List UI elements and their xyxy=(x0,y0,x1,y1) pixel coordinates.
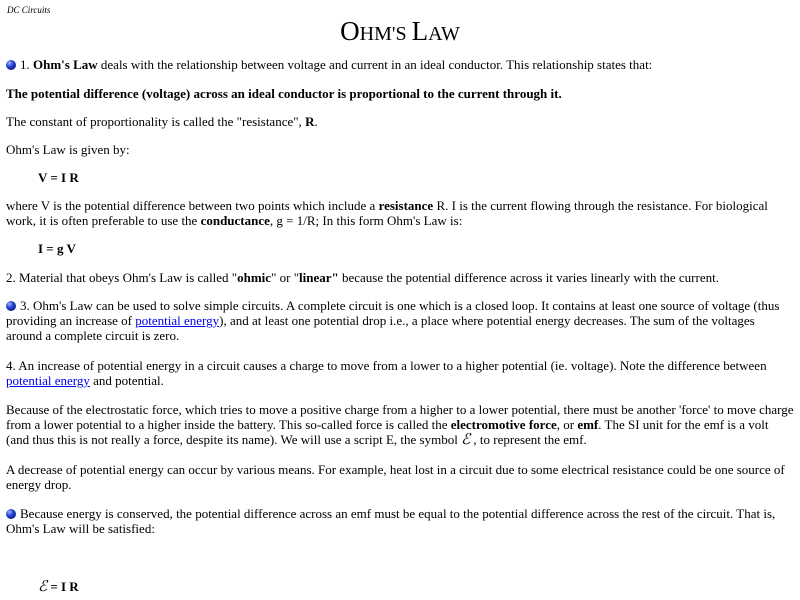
page-title xyxy=(0,14,800,51)
where-text-c: R. I is the current flowing through the resistance. For biological work, it is often preferable to use the xyxy=(6,198,768,228)
constant-end: . xyxy=(314,114,318,129)
paragraph-decrease: A decrease of potential energy can occur by various means. For example, heat lost in a circuit due to some electrical resistance could be one source of energy drop. xyxy=(6,462,785,492)
paragraph-3 xyxy=(6,298,794,343)
equation-2-text: I = g V xyxy=(38,241,76,256)
p4-text-b: and potential. xyxy=(89,373,164,388)
title-part1-big: O xyxy=(340,16,360,46)
title-part1-small: HM'S xyxy=(359,23,412,45)
law-statement xyxy=(6,86,794,101)
title-part2-small: AW xyxy=(428,23,460,45)
where-text-e: , g = 1/R; In this form Ohm's Law is: xyxy=(269,213,463,228)
potential-energy-link-2[interactable]: potential energy xyxy=(6,373,90,388)
bullet-icon xyxy=(6,60,16,70)
p3-text-a: 3. Ohm's Law can be used to solve simple circuits. A complete circuit is one which is a closed loop. It contains at least one source of voltage (thus providing an increase of xyxy=(6,298,780,328)
equation-3 xyxy=(38,579,800,594)
equation-2 xyxy=(38,241,800,256)
equation-1-text: V = I R xyxy=(38,170,79,185)
p2-text-e: because the potential difference across it varies linearly with the current. xyxy=(338,270,719,285)
p5-text-e: . The SI unit for the emf is a volt (and thus this is not really a force, despite its name). We will use a script E, the symbol xyxy=(6,417,769,447)
term-emf: emf xyxy=(577,417,599,432)
bullet-icon xyxy=(6,301,16,311)
p4-text-a: 4. An increase of potential energy in a circuit causes a charge to move from a lower to a higher potential (ie. voltage). Note the difference between xyxy=(6,358,767,373)
p1-term: Ohm's Law xyxy=(33,57,98,72)
paragraph-emf xyxy=(6,402,794,447)
emf-symbol: ℰ xyxy=(461,430,471,448)
equation-1 xyxy=(38,170,800,185)
term-linear: linear" xyxy=(299,270,339,285)
breadcrumb: DC Circuits xyxy=(7,5,51,15)
emf-symbol-eq: ℰ xyxy=(38,577,48,595)
paragraph-conservation xyxy=(6,506,794,536)
paragraph-1 xyxy=(6,57,794,72)
where-paragraph xyxy=(6,198,794,228)
p7-text: Because energy is conserved, the potential difference across an emf must be equal to the potential difference across the rest of the circuit. That is, Ohm's Law will be satisfied: xyxy=(6,506,776,536)
p5-text-a: Because of the electrostatic force, which tries to move a positive charge from a higher to a lower potential, there must be another 'force' to move charge from a lower potential to a higher inside the battery. This so-called force is called the xyxy=(6,402,794,432)
term-conductance: conductance xyxy=(200,213,270,228)
p2-text-a: 2. Material that obeys Ohm's Law is called " xyxy=(6,270,238,285)
constant-text: The constant of proportionality is called the "resistance", xyxy=(6,114,306,129)
term-electromotive-force: electromotive force xyxy=(450,417,557,432)
paragraph-2 xyxy=(6,270,794,285)
p5-text-c: , or xyxy=(556,417,578,432)
p3-text-b: ), and at least one potential drop i.e., a place where potential energy decreases. The sum of the voltages around a complete circuit is zero. xyxy=(6,313,755,343)
paragraph-4 xyxy=(6,358,794,388)
law-statement-text: The potential difference (voltage) across an ideal conductor is proportional to the current through it. xyxy=(6,86,562,101)
given-by: Ohm's Law is given by: xyxy=(6,142,130,157)
bullet-icon xyxy=(6,509,16,519)
constant-paragraph xyxy=(6,114,794,129)
term-ohmic: ohmic xyxy=(237,270,272,285)
where-text-a: where V is the potential difference between two points which include a xyxy=(6,198,379,213)
term-resistance: resistance xyxy=(378,198,434,213)
p1-rest: deals with the relationship between voltage and current in an ideal conductor. This relationship states that: xyxy=(97,57,653,72)
p2-text-c: " or " xyxy=(271,270,300,285)
p5-text-f: , to represent the emf. xyxy=(470,432,587,447)
constant-symbol: R xyxy=(305,114,315,129)
title-part2-big: L xyxy=(411,16,429,46)
potential-energy-link[interactable]: potential energy xyxy=(135,313,220,328)
p1-prefix: 1. xyxy=(20,57,33,72)
equation-3-text: = I R xyxy=(47,579,79,594)
